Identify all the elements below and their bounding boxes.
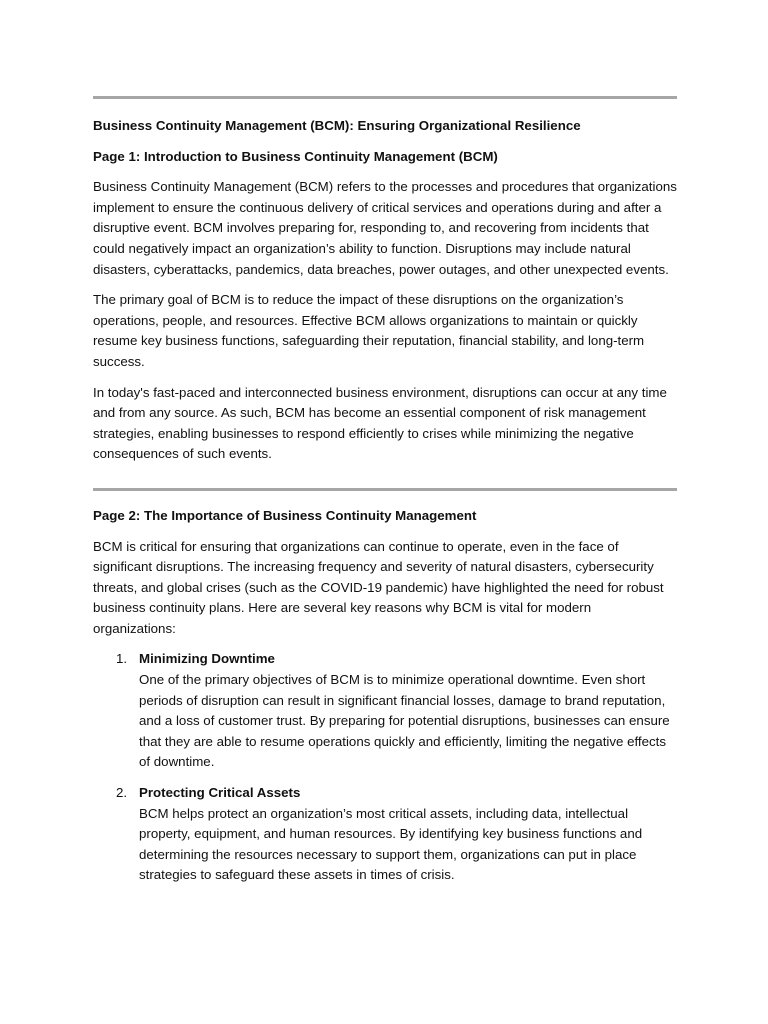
page1-paragraph-3: In today's fast-paced and interconnected business environment, disruptions can occur at any time and from any source. As such, BCM has become an essential component of risk management strategies, enabling businesses to respond efficiently to crises while minimizing the negative consequences of such events.	[93, 384, 667, 462]
list-item-body: One of the primary objectives of BCM is to minimize operational downtime. Even short periods of disruption can result in significant financial losses, damage to brand reputation, and a loss of customer trust. By preparing for potential disruptions, businesses can ensure that they are able to resume operations quickly and efficiently, limiting the negative effects of downtime.	[139, 672, 670, 770]
list-item-number: 1.	[116, 651, 128, 667]
top-divider	[93, 96, 677, 99]
document-content	[93, 96, 677, 896]
page1-heading: Page 1: Introduction to Business Continuity Management (BCM)	[93, 148, 498, 164]
list-item-number: 2.	[116, 785, 128, 801]
list-item-title: Protecting Critical Assets	[139, 785, 301, 801]
page1-paragraph-2: The primary goal of BCM is to reduce the impact of these disruptions on the organization’s operations, people, and resources. Effective BCM allows organizations to maintain or quickly resume key business functions, safeguarding their reputation, financial stability, and long-term success.	[93, 292, 645, 369]
page1-paragraph-1: Business Continuity Management (BCM) refers to the processes and procedures that organizations implement to ensure the continuous delivery of critical services and operations during and after a disruptive event. BCM involves preparing for, responding to, and recovering from incidents that could negatively impact an organization’s ability to function. Disruptions may include natural disasters, cyberattacks, pandemics, data breaches, power outages, and other unexpected events.	[93, 179, 677, 277]
page2-intro: BCM is critical for ensuring that organizations can continue to operate, even in the face of significant disruptions. The increasing frequency and severity of natural disasters, cybersecurity threats, and global crises (such as the COVID-19 pandemic) have highlighted the need for robust business continuity plans. Here are several key reasons why BCM is vital for modern organizations:	[93, 538, 664, 636]
reasons-list	[93, 649, 677, 886]
list-item	[93, 783, 677, 886]
section-divider	[93, 488, 677, 491]
list-item-title: Minimizing Downtime	[139, 651, 275, 667]
page2-section	[93, 506, 677, 886]
page1-section	[93, 147, 677, 465]
document-title: Business Continuity Management (BCM): Ensuring Organizational Resilience	[93, 118, 581, 133]
page2-heading: Page 2: The Importance of Business Continuity Management	[93, 507, 477, 523]
list-item-body: BCM helps protect an organization’s most critical assets, including data, intellectual property, equipment, and human resources. By identifying key business functions and determining the resources necessary to support them, organizations can put in place strategies to safeguard these assets in times of crisis.	[139, 805, 643, 883]
list-item	[93, 649, 677, 773]
